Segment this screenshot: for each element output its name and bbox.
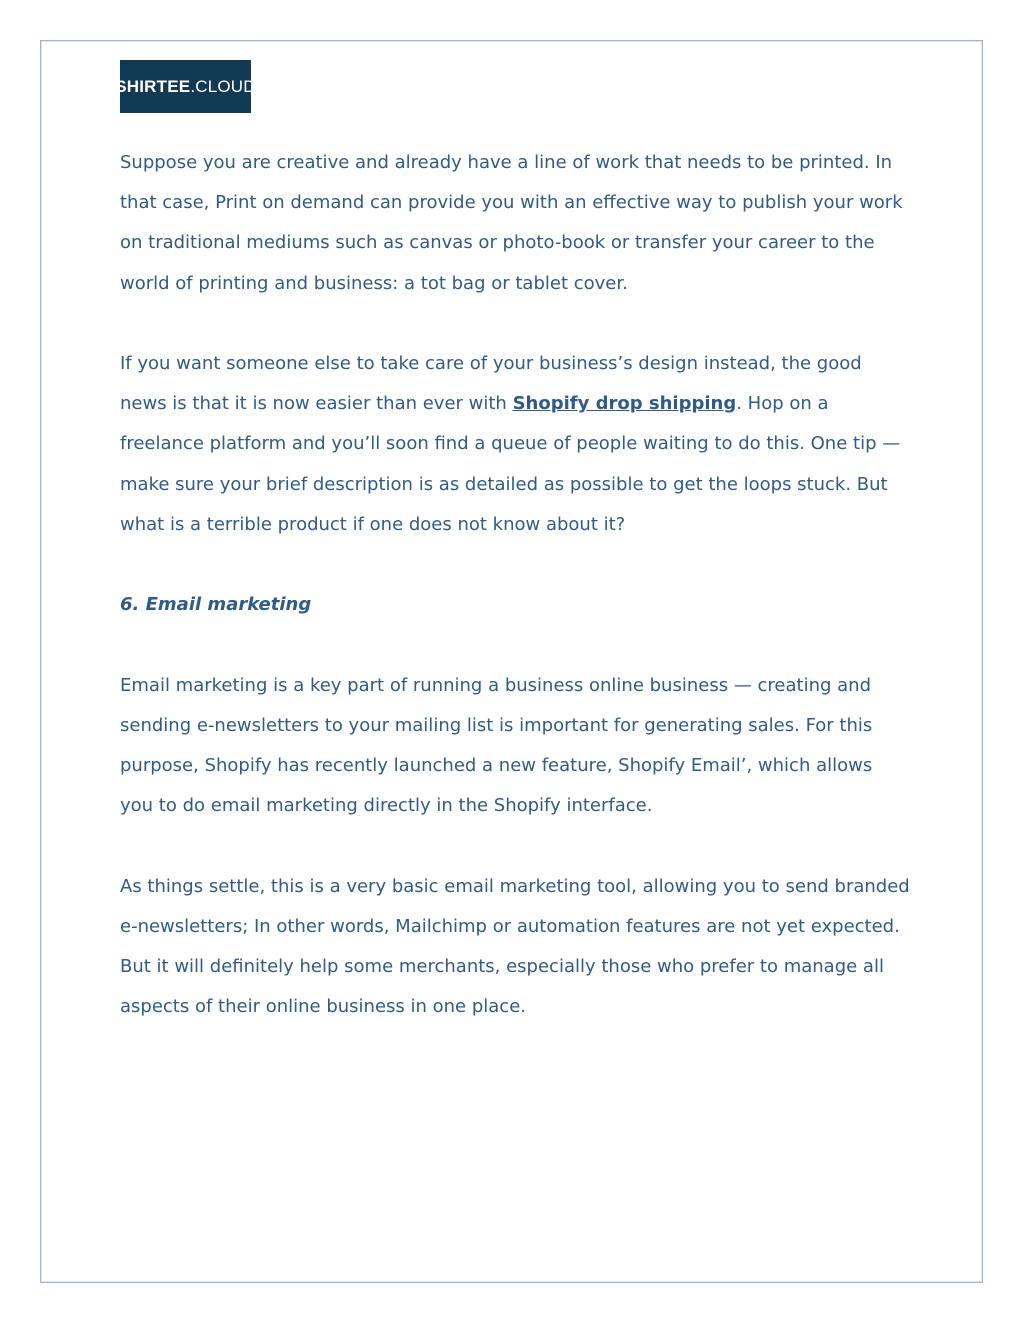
paragraph-design-text-before: If you want someone else to take care of your business’s design instead, the good news is that it is now easier than ever with [120,353,862,415]
paragraph-design [120,344,910,545]
logo-text-ee: EE [167,76,191,96]
logo-text-shir: SHIR [115,76,157,96]
shopify-drop-shipping-link[interactable]: Shopify drop shipping [512,393,737,415]
paragraph-design-text-after: . Hop on a freelance platform and you’ll soon find a queue of people waiting to do this. One tip — make sure your brief description is as detailed as possible to get the loops stuck. But what is a terrible product if one does not know about it? [120,393,901,535]
paragraph-print-on-demand: Suppose you are creative and already have a line of work that needs to be printed. In that case, Print on demand can provide you with an effective way to publish your work on traditional mediums such as canvas or photo-book or transfer your career to the world of printing and business: a tot bag or tablet cover. [120,152,903,294]
shirtee-cloud-logo [115,60,256,113]
logo-text-cloud: .CLOUD [190,76,256,96]
logo-shirt-mark: T [156,76,168,96]
section-heading-email-marketing: 6. Email marketing [120,594,312,616]
document-body [120,143,910,1068]
paragraph-email-tool: As things settle, this is a very basic email marketing tool, allowing you to send branded e-newsletters; In other words, Mailchimp or automation features are not yet expected. But it will definitely help some merchants, especially those who prefer to manage all aspects of their online business in one place. [120,875,910,1018]
paragraph-email-marketing: Email marketing is a key part of running a business online business — creating and sending e-newsletters to your mailing list is important for generating sales. For this purpose, Shopify has recently launched a new feature, Shopify Email’, which allows you to do email marketing directly in the Shopify interface. [120,674,873,817]
